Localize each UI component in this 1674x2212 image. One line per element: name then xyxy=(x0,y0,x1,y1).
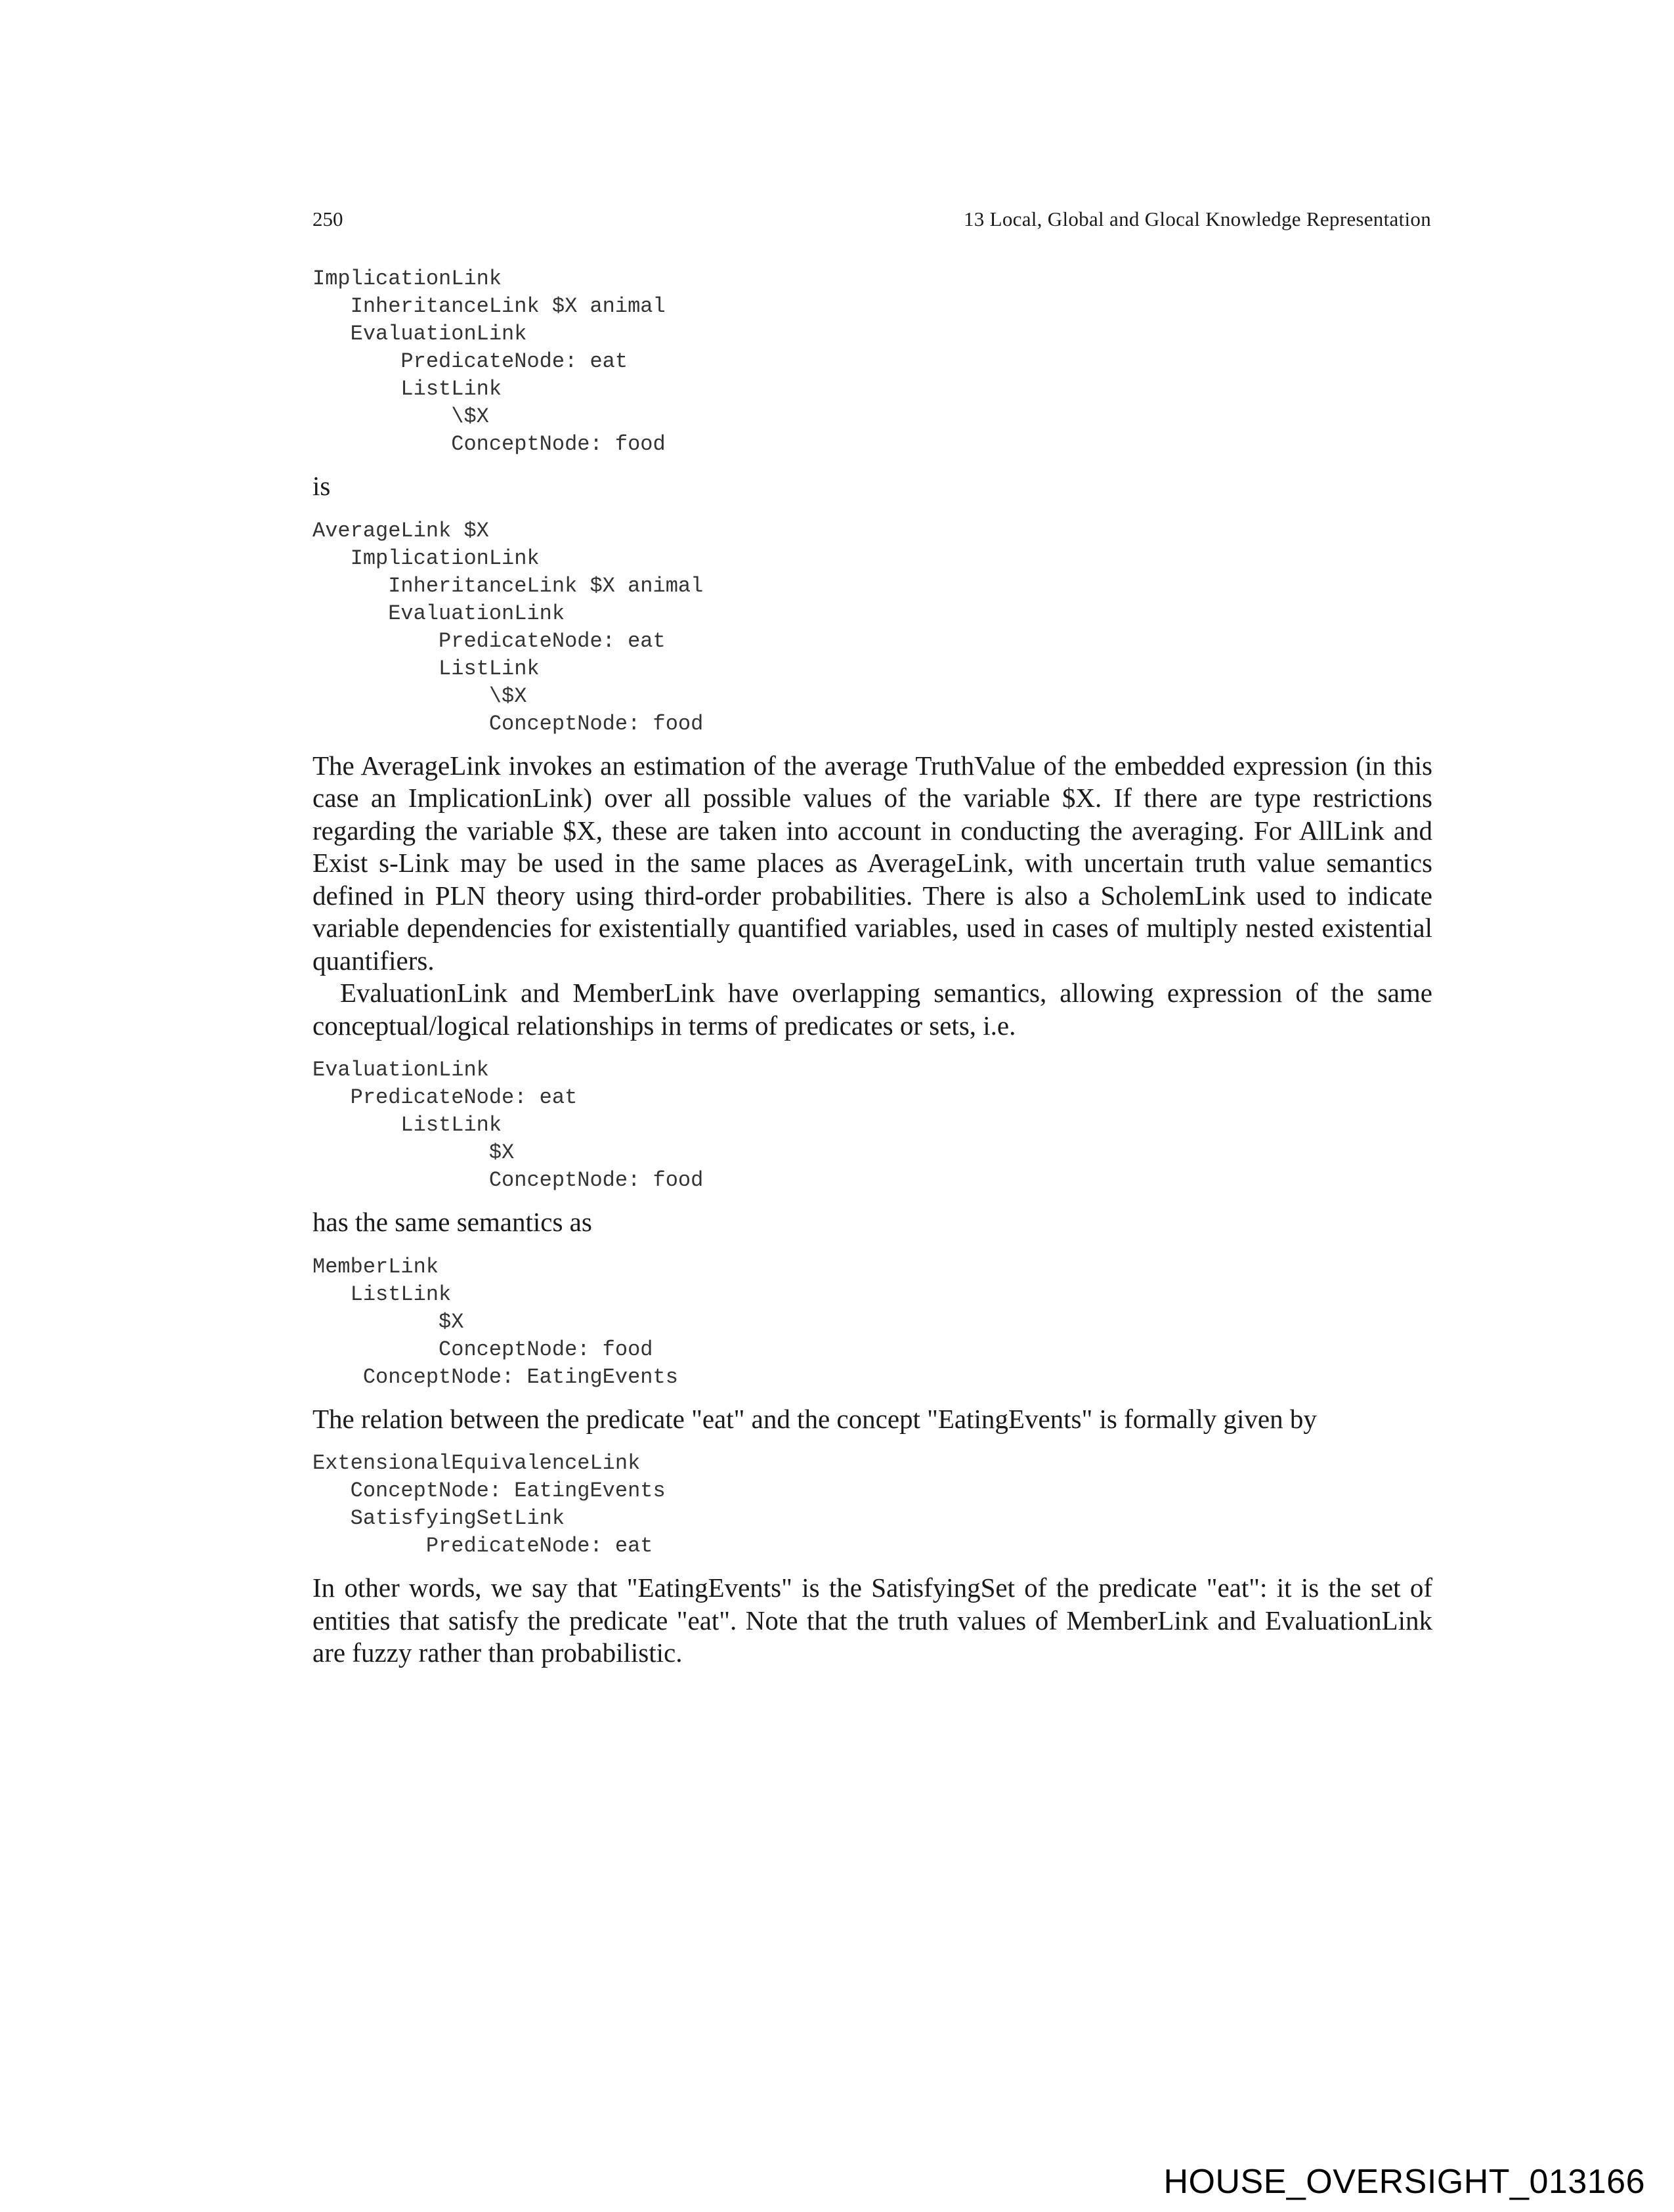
code-block-memberlink: MemberLink ListLink $X ConceptNode: food ConceptNode: EatingEvents xyxy=(312,1254,678,1389)
code-block-averagelink: AverageLink $X ImplicationLink InheritanceLink $X animal EvaluationLink PredicateNode: eat ListLink \$X ConceptNode: food xyxy=(312,518,704,736)
code-block-evaluationlink: EvaluationLink PredicateNode: eat ListLink $X ConceptNode: food xyxy=(312,1058,704,1192)
page-number: 250 xyxy=(312,207,343,230)
paragraph-satisfying-set: In other words, we say that "EatingEvents" is the SatisfyingSet of the predicate "eat": it is the set of entities that satisfy the predicate "eat". Note that the truth values of MemberLink and EvaluationLink are fuzzy rather than probabilistic. xyxy=(312,1572,1432,1668)
code-block-implication: ImplicationLink InheritanceLink $X animal EvaluationLink PredicateNode: eat ListLink \$X ConceptNode: food xyxy=(312,267,666,456)
document-id-stamp: HOUSE_OVERSIGHT_013166 xyxy=(1163,2163,1645,2201)
paragraph-averagelink: The AverageLink invokes an estimation of the average TruthValue of the embedded expression (in this case an ImplicationLink) over all possible values of the variable $X. If there are type restrictions regarding the variable $X, these are taken into account in conducting the averaging. For AllLink and Exist s-Link may be used in the same places as AverageLink, with uncertain truth value semantics defined in PLN theory using third-order probabilities. There is also a ScholemLink used to indicate variable dependencies for existentially quantified variables, used in cases of multiply nested existential quantifiers. xyxy=(312,750,1432,976)
page-body xyxy=(312,265,1432,1670)
paragraph-evaluation-member: EvaluationLink and MemberLink have overlapping semantics, allowing expression of the same conceptual/logical relationships in terms of predicates or sets, i.e. xyxy=(312,978,1432,1041)
code-block-extensional-equivalence: ExtensionalEquivalenceLink ConceptNode: EatingEvents SatisfyingSetLink PredicateNode: eat xyxy=(312,1451,666,1558)
connector-text-same-semantics: has the same semantics as xyxy=(312,1207,592,1237)
running-header: 13 Local, Global and Glocal Knowledge Representation xyxy=(963,207,1431,230)
paragraph-relation: The relation between the predicate "eat" and the concept "EatingEvents" is formally given by xyxy=(312,1403,1317,1434)
connector-text-is: is xyxy=(312,471,331,501)
